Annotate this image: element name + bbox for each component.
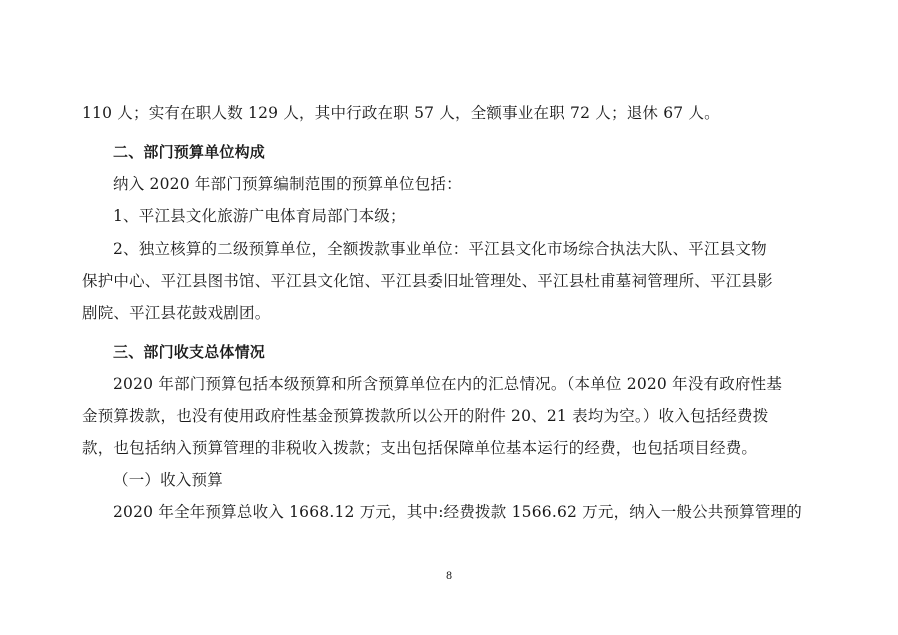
subsection-heading-revenue-budget: （一）收入预算 — [113, 471, 223, 489]
paragraph-overview-line-2: 金预算拨款，也没有使用政府性基金预算拨款所以公开的附件 20、21 表均为空。）收入包括经费拨 — [82, 407, 769, 425]
section-heading-budget-units: 二、部门预算单位构成 — [113, 143, 266, 161]
page-number: 8 — [445, 571, 453, 582]
paragraph-revenue-total: 2020 年全年预算总收入 1668.12 万元，其中:经费拨款 1566.62 万元，纳入一般公共预算管理的 — [113, 503, 802, 521]
section-heading-overall-revenue-expenditure: 三、部门收支总体情况 — [113, 343, 266, 361]
paragraph-staff-count-line: 110 人；实有在职人数 129 人，其中行政在职 57 人，全额事业在职 72 人；退休 67 人。 — [82, 104, 720, 122]
paragraph-budget-scope: 纳入 2020 年部门预算编制范围的预算单位包括： — [113, 175, 462, 193]
list-item-2-line-1: 2、独立核算的二级预算单位，全额拨款事业单位：平江县文化市场综合执法大队、平江县文物 — [113, 240, 767, 258]
paragraph-overview-line-1: 2020 年部门预算包括本级预算和所含预算单位在内的汇总情况。（本单位 2020 年没有政府性基 — [113, 375, 783, 393]
list-item-2-line-2: 保护中心、平江县图书馆、平江县文化馆、平江县委旧址管理处、平江县杜甫墓祠管理所、平江县影 — [82, 272, 773, 290]
paragraph-overview-line-3: 款，也包括纳入预算管理的非税收入拨款；支出包括保障单位基本运行的经费，也包括项目经费。 — [82, 439, 758, 457]
list-item-2-line-3: 剧院、平江县花鼓戏剧团。 — [82, 304, 271, 322]
list-item-1: 1、平江县文化旅游广电体育局部门本级； — [113, 207, 406, 225]
